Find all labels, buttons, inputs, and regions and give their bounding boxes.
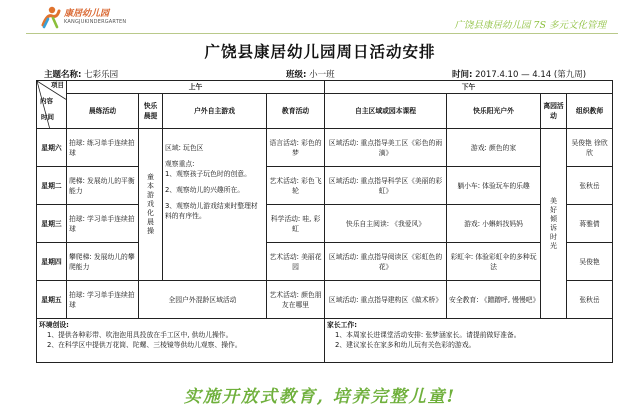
outdoor-area: 区域: 玩色区 bbox=[165, 144, 204, 152]
table-row bbox=[37, 243, 613, 281]
col-header-morning-fun: 快乐晨提 bbox=[139, 94, 163, 129]
bottom-slogan: 实施开放式教育, 培养完整儿童! bbox=[183, 387, 457, 407]
outdoor-point-3: 3、观察幼儿游戏结束时整理材料的有序性。 bbox=[165, 202, 258, 220]
row-exercise: 拍球: 学习单手连续拍球 bbox=[67, 205, 139, 243]
env-item: 1、提供各种彩带、吹泡泡用具投放在手工区中, 供幼儿操作。 bbox=[47, 331, 233, 339]
outdoor-point-1: 1、观察孩子玩色时的创意。 bbox=[165, 170, 251, 178]
outdoor-point-2: 2、观察幼儿的兴趣所在。 bbox=[165, 186, 245, 194]
time-value: 2017.4.10 — 4.14 (第九周) bbox=[475, 70, 587, 80]
class-info bbox=[286, 68, 335, 80]
logo-name: 康居幼儿园 bbox=[64, 9, 110, 19]
schedule-table bbox=[36, 80, 613, 363]
col-header-sunshine: 快乐阳光户外 bbox=[447, 94, 541, 129]
header-divider bbox=[26, 33, 618, 34]
row-education: 艺术活动: 彩色飞轮 bbox=[267, 167, 325, 205]
outdoor-focus: 观察重点: bbox=[165, 160, 195, 168]
logo-english: KANGJUKINDERGARTEN bbox=[64, 19, 127, 25]
theme-value: 七彩乐园 bbox=[84, 70, 119, 80]
class-label: 班级: bbox=[286, 70, 307, 80]
row-sunshine: 彩虹伞: 体验彩虹伞的多种玩法 bbox=[447, 243, 541, 281]
row-sunshine: 游戏: 颜色的家 bbox=[447, 129, 541, 167]
morning-fun-cell bbox=[139, 129, 163, 281]
outdoor-friday: 全园户外混龄区域活动 bbox=[139, 281, 267, 319]
morning-fun-text: 童本游戏化晨操 bbox=[146, 173, 155, 236]
row-day: 星期四 bbox=[37, 243, 67, 281]
theme-info bbox=[44, 68, 118, 80]
row-area: 区域活动: 重点指导阅读区《彩虹色的花》 bbox=[325, 243, 447, 281]
outdoor-block bbox=[163, 129, 267, 281]
corner-content: 内容 bbox=[40, 97, 53, 105]
page-title: 广饶县康居幼儿园周日活动安排 bbox=[204, 43, 436, 61]
footer-row bbox=[37, 319, 613, 363]
home-title: 家长工作: bbox=[327, 321, 357, 329]
pm-header: 下午 bbox=[325, 81, 613, 94]
row-day: 星期六 bbox=[37, 129, 67, 167]
row-sunshine: 躺小车: 体验玩车的乐趣 bbox=[447, 167, 541, 205]
col-header-exercise: 晨练活动 bbox=[67, 94, 139, 129]
table-row bbox=[37, 167, 613, 205]
leave-cell bbox=[541, 129, 567, 319]
environment-notes bbox=[37, 319, 325, 363]
col-header-teacher: 组织教师 bbox=[567, 94, 613, 129]
row-day: 星期二 bbox=[37, 167, 67, 205]
col-header-area: 自主区域或园本课程 bbox=[325, 94, 447, 129]
row-exercise: 攀爬梯: 发展幼儿的攀爬能力 bbox=[67, 243, 139, 281]
row-teacher: 张秋岳 bbox=[567, 167, 613, 205]
row-area: 区域活动: 重点指导科学区《美丽的彩虹》 bbox=[325, 167, 447, 205]
theme-label: 主题名称: bbox=[44, 70, 82, 80]
row-education: 艺术活动: 颜色朋友在哪里 bbox=[267, 281, 325, 319]
page-header bbox=[0, 0, 640, 34]
row-exercise: 拍球: 学习单手连续拍球 bbox=[67, 281, 139, 319]
time-info bbox=[452, 68, 586, 80]
col-header-outdoor: 户外自主游戏 bbox=[163, 94, 267, 129]
logo-figure-icon bbox=[38, 5, 62, 29]
row-area: 快乐自主阅读: 《我爱风》 bbox=[325, 205, 447, 243]
row-teacher: 吴俊艳 徐欣欣 bbox=[567, 129, 613, 167]
row-education: 科学活动: 哇, 彩虹 bbox=[267, 205, 325, 243]
col-header-education: 教育活动 bbox=[267, 94, 325, 129]
home-item: 1、本周家长进课堂活动安排: 张梦涵家长。请提前做好准备。 bbox=[335, 331, 521, 339]
table-row bbox=[37, 205, 613, 243]
class-value: 小一班 bbox=[309, 70, 335, 80]
am-header: 上午 bbox=[67, 81, 325, 94]
env-title: 环境创设: bbox=[39, 321, 69, 329]
row-exercise: 爬梯: 发展幼儿的平衡能力 bbox=[67, 167, 139, 205]
kindergarten-logo bbox=[38, 5, 148, 31]
row-teacher: 吴俊艳 bbox=[567, 243, 613, 281]
header-slogan: 广饶县康居幼儿园 7S 多元文化管理 bbox=[454, 20, 606, 31]
table-corner bbox=[37, 81, 67, 129]
leave-text: 美好倾诉时光 bbox=[549, 196, 558, 251]
row-day: 星期五 bbox=[37, 281, 67, 319]
table-row bbox=[37, 281, 613, 319]
time-label: 时间: bbox=[452, 70, 473, 80]
row-exercise: 拍球: 练习单手连续拍球 bbox=[67, 129, 139, 167]
env-item: 2、在科学区中提供万花筒、陀螺、三棱镜等供幼儿观察、操作。 bbox=[47, 341, 242, 349]
row-education: 艺术活动: 美丽花园 bbox=[267, 243, 325, 281]
row-area: 区域活动: 重点指导美工区《彩色的雨滴》 bbox=[325, 129, 447, 167]
row-teacher: 张秋岳 bbox=[567, 281, 613, 319]
row-sunshine: 游戏: 小蝌蚪找妈妈 bbox=[447, 205, 541, 243]
col-header-leave: 离园活动 bbox=[541, 94, 567, 129]
row-sunshine: 安全教育: 《蹭蹭呼, 慢慢吧》 bbox=[447, 281, 541, 319]
row-teacher: 蒋雅倩 bbox=[567, 205, 613, 243]
parent-notes bbox=[325, 319, 613, 363]
corner-time: 时间 bbox=[41, 113, 54, 121]
home-item: 2、建议家长在家多和幼儿玩有关色彩的游戏。 bbox=[335, 341, 476, 349]
row-education: 语言活动: 彩色的梦 bbox=[267, 129, 325, 167]
table-row bbox=[37, 129, 613, 167]
corner-item: 项目 bbox=[51, 81, 64, 89]
row-area: 区域活动: 重点指导建构区《做术桥》 bbox=[325, 281, 447, 319]
row-day: 星期三 bbox=[37, 205, 67, 243]
